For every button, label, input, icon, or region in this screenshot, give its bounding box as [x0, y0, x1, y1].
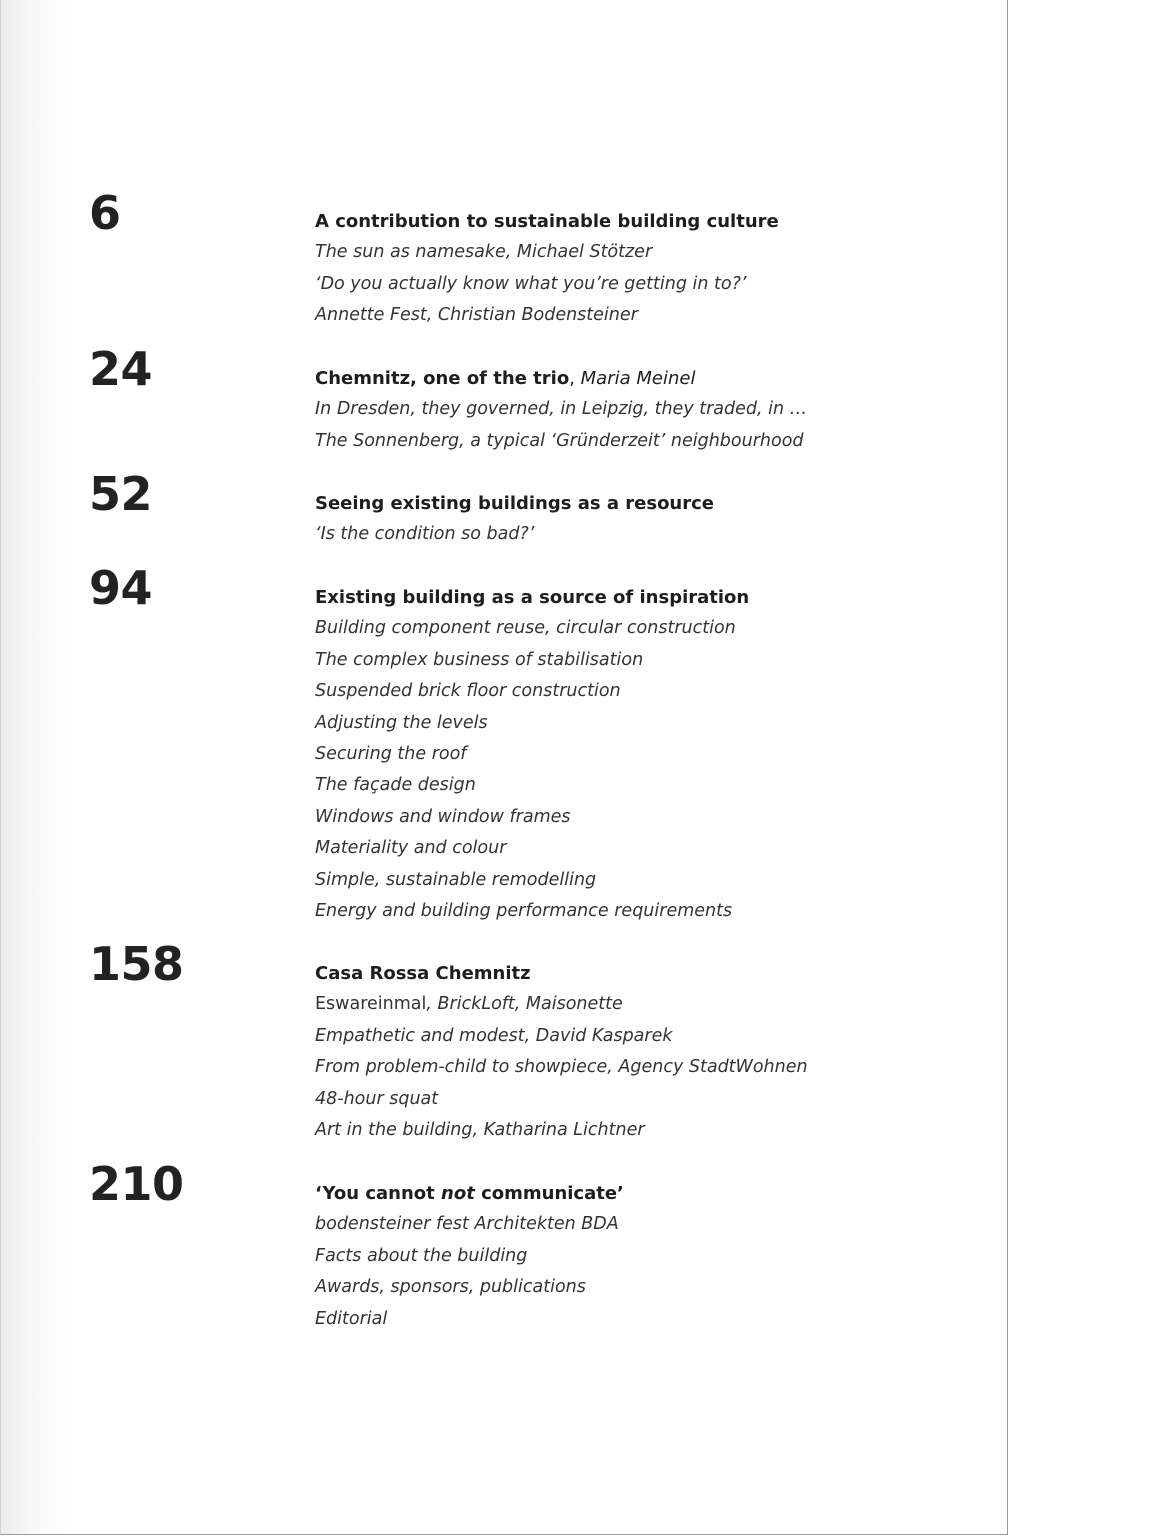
- toc-entry: ‘Is the condition so bad?’: [315, 524, 535, 545]
- toc-entry: Suspended brick floor construction: [315, 681, 621, 702]
- section-heading: Existing building as a source of inspiration: [315, 587, 750, 608]
- toc-entry: 48-hour squat: [315, 1088, 439, 1109]
- toc-entry: Empathetic and modest, David Kasparek: [315, 1025, 673, 1046]
- toc-entry: Windows and window frames: [315, 806, 571, 827]
- section-heading: [315, 363, 807, 394]
- toc-entries: [315, 206, 779, 332]
- toc-entry: From problem-child to showpiece, Agency StadtWohnen: [315, 1057, 808, 1078]
- toc-entry-italic: , BrickLoft, Maisonette: [426, 994, 623, 1015]
- toc-entry: Facts about the building: [315, 1245, 528, 1266]
- toc-entry: ‘Do you actually know what you’re getting in to?’: [315, 273, 747, 294]
- toc-entry: [315, 989, 808, 1020]
- toc-entry: Art in the building, Katharina Lichtner: [315, 1119, 645, 1140]
- toc-entry: Securing the roof: [315, 743, 467, 764]
- toc-entry-plain: Eswareinmal: [315, 994, 427, 1015]
- section-heading-author: Maria Meinel: [580, 368, 696, 389]
- toc-entry: Editorial: [315, 1308, 388, 1329]
- section-heading: A contribution to sustainable building culture: [315, 211, 779, 232]
- toc-entries: [315, 1178, 624, 1335]
- section-heading-start: ‘You cannot: [315, 1183, 442, 1204]
- toc-entries: [315, 582, 749, 927]
- toc-entries: [315, 363, 807, 457]
- section-heading-separator: ,: [569, 368, 581, 389]
- page-number: 24: [89, 342, 153, 396]
- toc-entry: Materiality and colour: [315, 838, 507, 859]
- section-heading-end: communicate’: [474, 1183, 624, 1204]
- toc-entry: In Dresden, they governed, in Leipzig, they traded, in …: [315, 399, 808, 420]
- toc-entry: Building component reuse, circular construction: [315, 618, 736, 639]
- page-number: 94: [89, 561, 153, 615]
- toc-entries: [315, 488, 714, 551]
- toc-entries: [315, 958, 808, 1146]
- toc-entry: Adjusting the levels: [315, 712, 488, 733]
- toc-entry: The sun as namesake, Michael Stötzer: [315, 242, 653, 263]
- page-number: 6: [89, 186, 121, 240]
- page-number: 158: [89, 937, 184, 991]
- section-heading-emphasis: not: [441, 1183, 475, 1204]
- toc-entry: The façade design: [315, 775, 476, 796]
- page-number: 210: [89, 1157, 184, 1211]
- section-heading: Casa Rossa Chemnitz: [315, 963, 531, 984]
- section-heading: [315, 1178, 624, 1209]
- toc-entry: Simple, sustainable remodelling: [315, 869, 597, 890]
- section-heading-title: Chemnitz, one of the trio: [315, 368, 570, 389]
- toc-entry: Awards, sponsors, publications: [315, 1277, 586, 1298]
- page-number: 52: [89, 467, 153, 521]
- toc-entry: Annette Fest, Christian Bodensteiner: [315, 305, 638, 326]
- toc-entry: bodensteiner fest Architekten BDA: [315, 1214, 619, 1235]
- toc-entry: The complex business of stabilisation: [315, 649, 644, 670]
- toc-entry: The Sonnenberg, a typical ‘Gründerzeit’ neighbourhood: [315, 430, 804, 451]
- section-heading: Seeing existing buildings as a resource: [315, 493, 715, 514]
- toc-entry: Energy and building performance requirements: [315, 900, 733, 921]
